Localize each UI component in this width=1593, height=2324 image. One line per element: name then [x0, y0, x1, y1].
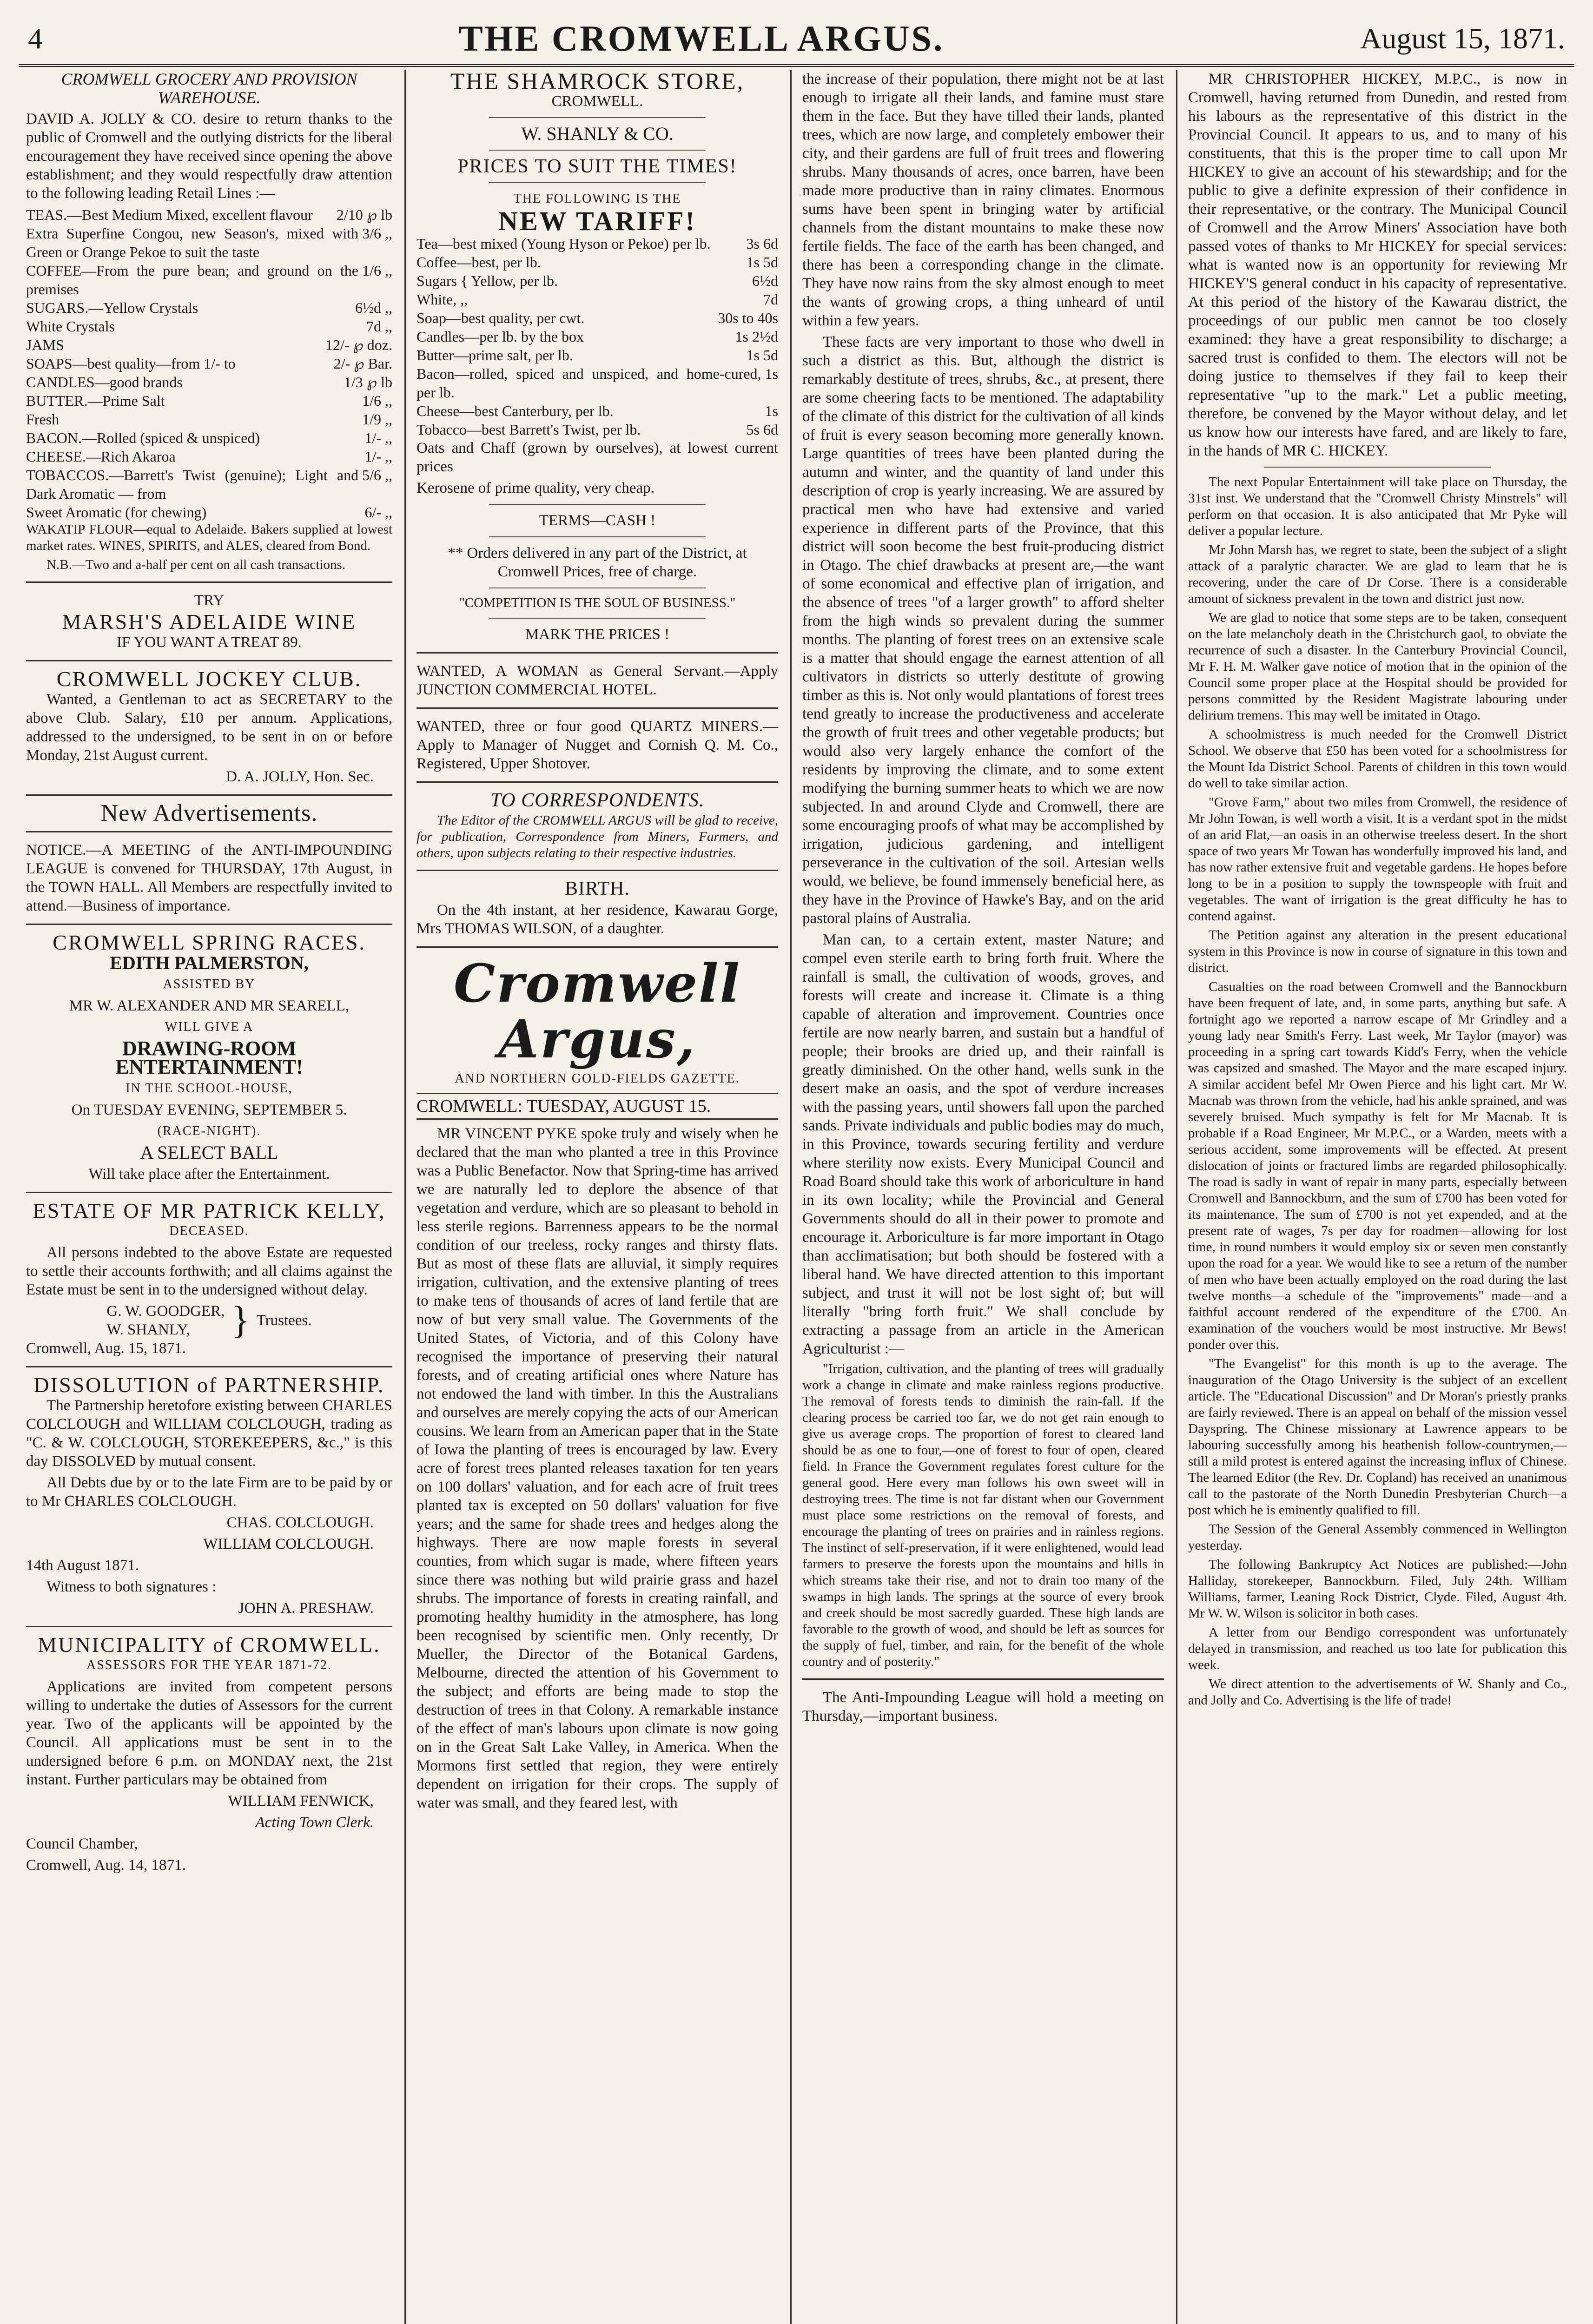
- signature: WILLIAM FENWICK,: [228, 1793, 374, 1809]
- grocery-price-list: [26, 205, 392, 522]
- shamrock-price-item-name: Soap—best quality, per cwt.: [416, 310, 585, 326]
- shamrock-price-item-name: Candles—per lb. by the box: [416, 328, 584, 345]
- page-number: 4: [28, 22, 43, 55]
- grocery-price-item: [26, 298, 392, 317]
- shamrock-competition: "COMPETITION IS THE SOUL OF BUSINESS.": [459, 595, 736, 610]
- grocery-price-item: [26, 447, 392, 466]
- grocery-price-item-price: 6/- ,,: [364, 504, 392, 521]
- divider: [26, 794, 392, 796]
- editorial-paragraph: MR VINCENT PYKE spoke truly and wisely when he declared that the man who planted a tree in this Province was a Public Benefactor. Now that Spring-time has arrived we are naturally led to deplore the absence of that vegetation and verdure, which are so pleasant to behold in less sterile regions. Barrenness appears to be the normal condition of our treeless, rocky ranges and thirsty flats. But as most of these flats are alluvial, it simply requires irrigation, cultivation, and the extensive planting of trees to make tens of thousands of acres of land fertile that are now of but very small value. The Governments of the United States, of Victoria, and of this Colony have recognised the importance of preserving their natural forests, and of creating artificial ones where Nature has not endowed the land with timber. In this the Australians and ourselves are merely copying the acts of our American cousins. We learn from an American paper that in the State of Iowa the planting of trees is encouraged by law. Every acre of forest trees planted releases taxation for ten years on 100 dollars' valuation, and for each acre of fruit trees planted tax is excepted on 50 dollars' valuation for five years; and the same for shade trees and hedges along the highways. There are now maple forests in several counties, from which sugar is made, where fifteen years since there was nothing but wild prairie grass and hazel shrubs. The importance of forests in creating rainfall, and promoting healthy humidity in the atmosphere, has long been recognised by scientific men. Only recently, Dr Mueller, the Director of the Botanical Gardens, Melbourne, directed the attention of his Government to the subject; and efforts are being made to stop the destruction of trees in that Colony. A remarkable instance of the effect of man's labours upon climate is now going on in the Great Salt Lake Valley, in America. When the Mormons first settled that region, they were entirely dependent on irrigation for their crops. The supply of water was small, and they feared lest, with: [416, 1125, 778, 1811]
- divider: [802, 1678, 1164, 1680]
- grocery-price-item-price: 1/3 ℘ lb: [344, 374, 392, 390]
- grocery-price-item-price: 7d ,,: [366, 318, 392, 335]
- grocery-price-item: [26, 466, 392, 503]
- races-night: (RACE-NIGHT).: [157, 1124, 261, 1138]
- estate-heading: ESTATE OF MR PATRICK KELLY,: [33, 1199, 386, 1222]
- shamrock-slogan: PRICES TO SUIT THE TIMES!: [457, 156, 737, 177]
- grocery-price-item: [26, 336, 392, 354]
- grocery-price-item: [26, 205, 392, 224]
- shamrock-town: CROMWELL.: [551, 93, 643, 110]
- shamrock-price-item: [416, 309, 778, 327]
- divider: [489, 182, 706, 183]
- dissolution-body2: All Debts due by or to the late Firm are to be paid by or to Mr CHARLES COLCLOUGH.: [26, 1474, 392, 1510]
- news-paragraph: "Grove Farm," about two miles from Cromwell, the residence of Mr John Towan, is well worth a visit. It is a verdant spot in the midst of an arid Flat,—an oasis in an otherwise treeless desert. In the short space of two years Mr Towan has wonderfully improved his land, and has now rather extensive fruit and vegetable gardens. He hopes before long to be in a position to supply the townspeople with fruit and vegetables. The want of irrigation is the great difficulty he has to contend against.: [1188, 795, 1567, 924]
- shamrock-price-item-name: Tobacco—best Barrett's Twist, per lb.: [416, 421, 641, 438]
- correspondents-body: The Editor of the CROMWELL ARGUS will be glad to receive, for publication, Correspondence from Miners, Farmers, and others, upon subjects relating to their respective industries.: [416, 813, 778, 860]
- grocery-price-item-name: CHEESE.—Rich Akaroa: [26, 448, 176, 465]
- municipality-sub: ASSESSORS FOR THE YEAR 1871-72.: [86, 1658, 332, 1672]
- column-1: [19, 70, 400, 2324]
- news-paragraph: A letter from our Bendigo correspondent was unfortunately delayed in transmission, and reached us too late for publication this week.: [1188, 1625, 1567, 1672]
- municipality-body: Applications are invited from competent persons willing to undertake the duties of Assessors for the current year. Two of the applicants will be appointed by the Council. All applications must be sent in to the undersigned before 6 p.m. on MONDAY next, the 21st instant. Further particulars may be obtained from: [26, 1678, 392, 1788]
- shamrock-price-item-price: 1s 2½d: [735, 328, 778, 345]
- grocery-intro: DAVID A. JOLLY & CO. desire to return thanks to the public of Cromwell and the outlying districts for the liberal encouragement they have received since opening the above establishment; and they would respectfully draw attention to the following leading Retail Lines :—: [26, 111, 392, 202]
- divider: [489, 150, 706, 151]
- dissolution-notice: [26, 1373, 392, 1618]
- grocery-price-item-price: 5/6 ,,: [362, 467, 392, 483]
- estate-body: All persons indebted to the above Estate are requested to settle their accounts forthwith; and all claims against the Estate must be sent in to the undersigned without delay.: [26, 1244, 392, 1298]
- divider: [26, 581, 392, 583]
- column-rule: [1176, 70, 1177, 2324]
- shamrock-owner: W. SHANLY & CO.: [521, 123, 674, 144]
- news-paragraph: We are glad to notice that some steps are to be taken, consequent on the late melancholy death in the Christchurch gaol, to obviate the recurrence of such a disaster. In the Canterbury Provincial Council, Mr F. H. M. Walker gave notice of motion that in the opinion of the Council some proper place at the Hospital should be provided for persons committed by the Resident Magistrate labouring under delirium tremens. This may well be imitated in Otago.: [1188, 610, 1567, 723]
- masthead: [19, 13, 1574, 67]
- grocery-price-item-name: Extra Superfine Congou, new Season's, mixed with Green or Orange Pekoe to suit the taste: [26, 225, 359, 260]
- editorial-quote: "Irrigation, cultivation, and the planting of trees will gradually work a change in climate and make rainless regions productive. The removal of forests tends to diminish the rain-fall. If the clearing process be carried too far, we do not get rain enough to give us average crops. The proportion of forest to cleared land should be as one to four,—one of forest to four of open, cleared field. In France the Government regulates forest culture for the general good. Here every man follows his own sweet will in destroying trees. The time is not far distant when our Government must place some restrictions on the removal of forests, and encourage the planting of trees on prairies and in rainless regions. The instinct of self-preservation, if it were enlightened, would lead farmers to preserve the forests upon the mountains and hills in which streams take their rise, and not to drain too many of the swamps in high lands. The springs at the source of every brook and creek should be most sacredly guarded. These high lands are favorable to the growth of wood, and should be left as sources for the supply of fuel, timber, and rain, for the benefit of the whole country and of posterity.": [802, 1361, 1164, 1669]
- races-venue: IN THE SCHOOL-HOUSE,: [126, 1081, 293, 1096]
- grocery-price-item-name: COFFEE—From the pure bean; and ground on the premises: [26, 262, 359, 297]
- shamrock-orders: ** Orders delivered in any part of the District, at Cromwell Prices, free of charge.: [448, 545, 747, 580]
- grocery-price-item-price: 3/6 ,,: [362, 225, 392, 242]
- grocery-price-item: [26, 317, 392, 336]
- divider: [26, 924, 392, 925]
- grocery-price-item-name: BACON.—Rolled (spiced & unspiced): [26, 429, 260, 446]
- grocery-price-item: [26, 373, 392, 391]
- news-paragraph: A schoolmistress is much needed for the Cromwell District School. We observe that £50 has been voted for a schoolmistress for the Mount Ida District School. Parents of children in this town would do well to take similar action.: [1188, 727, 1567, 791]
- grocery-note: N.B.—Two and a-half per cent on all cash transactions.: [46, 557, 346, 572]
- divider: [416, 946, 778, 948]
- grocery-price-item-name: Sweet Aromatic (for chewing): [26, 504, 207, 521]
- shamrock-price-item-name: Cheese—best Canterbury, per lb.: [416, 403, 614, 419]
- races-ball-note: Will take place after the Entertainment.: [88, 1166, 330, 1182]
- issue-date: August 15, 1871.: [1360, 22, 1565, 55]
- news-paragraph: Casualties on the road between Cromwell and the Bannockburn have been frequent of late, and, in some parts, anything but safe. A fortnight ago we reported a narrow escape of Mr Grindley and a young lady near Smith's Ferry. Last week, Mr Taylor (mayor) was proceeding in a spring cart towards Kidd's Ferry, when the vehicle was capsized and smashed. The Mayor and the mare escaped injury. A similar accident befel Mr Owen Pierce and his light cart. Mr W. Macnab was thrown from the vehicle, had his ankle sprained, and was severely bruised. Much sympathy is felt for Mr Macnab. It is probable if a Road Engineer, Mr M.P.C., or a Warden, meets with a serious accident, some improvements will be effected. At present dislocation of joints or fractured limbs are regarded philosophically. The road is sadly in want of repair in many parts, especially between Cromwell and Bannockburn, and the sum of £700 has been voted for its maintenance. The sum of £700 is not yet expended, and at the present rate of wages, 7s per day for roadmen—allowing for lost time, in round numbers it would employ six or seven men constantly upon the road for a year. We would like to see a return of the number of men who have been actually employed on the road during the last twelve months—a schedule of the "improvements" made—and a faithful account rendered of the expenditure of the £700. An examination of the vouchers would be most instructive. Mr Bews! ponder over this.: [1188, 979, 1567, 1352]
- shamrock-price-item: [416, 364, 778, 402]
- grocery-price-item-name: JAMS: [26, 337, 64, 353]
- grocery-price-item-price: 12/- ℘ doz.: [325, 337, 392, 353]
- spring-races-advert: [26, 933, 392, 1183]
- shamrock-price-item-name: Sugars { Yellow, per lb.: [416, 272, 558, 289]
- adelaide-try: TRY: [194, 592, 225, 609]
- trustees-label: Trustees.: [256, 1312, 312, 1329]
- municipality-heading: MUNICIPALITY of CROMWELL.: [38, 1633, 381, 1657]
- league-meeting-note: The Anti-Impounding League will hold a meeting on Thursday,—important business.: [802, 1689, 1164, 1724]
- grocery-price-item: [26, 261, 392, 298]
- column-3: [795, 70, 1171, 2324]
- divider: [416, 870, 778, 871]
- shamrock-price-item-price: 3s 6d: [746, 235, 778, 252]
- shamrock-price-item-name: White, ,,: [416, 291, 468, 308]
- shamrock-price-item-name: Bacon—rolled, spiced and unspiced, and home-cured, per lb.: [416, 365, 761, 401]
- shamrock-heading: THE SHAMROCK STORE,: [450, 70, 745, 94]
- races-heading: CROMWELL SPRING RACES.: [53, 931, 366, 954]
- columns: [19, 70, 1574, 2324]
- estate-place: Cromwell, Aug. 15, 1871.: [26, 1340, 186, 1357]
- grocery-price-item-price: 1/6 ,,: [362, 262, 392, 279]
- shamrock-mark: MARK THE PRICES !: [525, 626, 670, 643]
- divider: [489, 536, 706, 537]
- races-event: DRAWING-ROOM ENTERTAINMENT!: [115, 1037, 303, 1078]
- grocery-price-item-name: TOBACCOS.—Barrett's Twist (genuine); Light and Dark Aromatic — from: [26, 467, 359, 502]
- shamrock-price-item: [416, 346, 778, 364]
- divider: [1264, 467, 1491, 468]
- jockey-club-advert: [26, 667, 392, 786]
- races-ball: A SELECT BALL: [140, 1142, 278, 1163]
- shamrock-oats: Oats and Chaff (grown by ourselves), at lowest current prices: [416, 440, 778, 475]
- shamrock-following: THE FOLLOWING IS THE: [513, 191, 681, 206]
- grocery-price-item: [26, 503, 392, 522]
- editorial-paragraph: These facts are very important to those who dwell in such a district as this. But, although the district is remarkably destitute of trees, shrubs, &c., at present, there are some cheering facts to be mentioned. The adaptability of the climate of this district for the cultivation of all kinds of fruit is every season becoming more generally known. Large quantities of trees have been planted during the autumn and winter, and the quantity of land under this description of crop is yearly increasing. We are assured by practical men who have had extensive and varied experience in different parts of the Province, that this district will soon become the best fruit-producing district in Otago. The chief drawbacks at present are,—the want of some economical and effective plan of irrigation, and the absence of trees "of a larger growth" to afford shelter from the high winds so prevalent during the summer months. The planting of forest trees on an extensive scale is a matter that should engage the earnest attention of all cultivators in districts so utterly destitute of growing timber as this is. Not only would plantations of forest trees tend greatly to increase the productiveness and accelerate the growth of fruit trees and other vegetable products; but would also very largely enhance the comfort of the residents by improving the climate, and to some extent modifying the burning summer heats to which we are now subjected. In and around Clyde and Cromwell, there are some encouraging proofs of what may be accomplished by irrigation, judicious gardening, and intelligent perseverance in the cultivation of the soil. Artesian wells would, we believe, be found immensely beneficial here, as they have in the Province of Hawke's Bay, and on the arid pastoral plains of Australia.: [802, 334, 1164, 927]
- newspaper-banner-sub: AND NORTHERN GOLD-FIELDS GAZETTE.: [455, 1071, 740, 1086]
- divider: [26, 1366, 392, 1367]
- grocery-price-item: [26, 410, 392, 429]
- new-advertisements-heading: New Advertisements.: [100, 800, 318, 826]
- grocery-tail: WAKATIP FLOUR—equal to Adelaide. Bakers supplied at lowest market rates. WINES, SPIRITS, and ALES, cleared from Bond.: [26, 522, 392, 553]
- divider: [416, 707, 778, 709]
- wanted-woman-advert: WANTED, A WOMAN as General Servant.—Apply JUNCTION COMMERCIAL HOTEL.: [416, 663, 778, 698]
- newspaper-title: THE CROMWELL ARGUS.: [458, 18, 945, 59]
- editorial-paragraph: the increase of their population, there might not be at last enough to irrigate all their lands, and famine must stare them in the face. But they have tilled their lands, planted trees, which are now large, and completely embower their city, and their gardens are full of fruit trees and flowering shrubs. Many thousands of acres, once barren, have been made more productive than in rainy climates. Enormous sums have been spent in bringing water by artificial channels from the distant mountains to make these now fertile fields. The face of the earth has been changed, and there has been a corresponding change in the climate. They have now rains from the sky almost enough to meet the wants of growing crops, a thing unheard of until within a few years.: [802, 71, 1164, 329]
- divider: [26, 831, 392, 832]
- grocery-price-item-price: 1/- ,,: [364, 448, 392, 465]
- news-paragraph: MR CHRISTOPHER HICKEY, M.P.C., is now in Cromwell, having returned from Dunedin, and rested from his labours as the representative of this district in the Provincial Council. It appears to us, and to many of his constituents, that this is the proper time to call upon Mr HICKEY to give an account of his stewardship; and for the public to give a definite expression of their confidence in their representative, or the contrary. The Municipal Council of Cromwell and the Arrow Miners' Association have both passed votes of thanks to Mr HICKEY for special services: what is wanted now is an opportunity for reviewing Mr HICKEY'S general conduct in his capacity of representative. At this period of the history of the Kawarau district, the proceedings of our public men cannot be too closely examined: they have a great responsibility to discharge; a sacred trust is confided to them. The electors will not be doing justice to themselves if they fail to keep their representative "up to the mark." Let a public meeting, therefore, be convened by the Mayor without delay, and let us know how our interests have fared, and are likely to fare, in the hands of MR C. HICKEY.: [1188, 71, 1567, 459]
- races-assisted: ASSISTED BY: [163, 977, 256, 991]
- divider: [489, 117, 706, 118]
- column-2: [409, 70, 786, 2324]
- grocery-price-item-name: Fresh: [26, 411, 59, 428]
- trustee-name: W. SHANLY,: [106, 1321, 190, 1338]
- correspondents-heading: TO CORRESPONDENTS.: [490, 790, 705, 811]
- divider: [26, 1192, 392, 1193]
- jockey-signature: D. A. JOLLY, Hon. Sec.: [226, 768, 374, 785]
- shamrock-price-item-name: Coffee—best, per lb.: [416, 254, 541, 271]
- divider: [489, 618, 706, 619]
- jockey-heading: CROMWELL JOCKEY CLUB.: [56, 667, 362, 691]
- shamrock-price-item-price: 1s 5d: [746, 347, 778, 363]
- grocery-price-item: [26, 224, 392, 261]
- shamrock-price-item-price: 30s to 40s: [718, 310, 778, 326]
- witness-label: Witness to both signatures :: [46, 1578, 217, 1595]
- shamrock-price-item-price: 5s 6d: [746, 421, 778, 438]
- adelaide-line1: MARSH'S ADELAIDE WINE: [62, 610, 357, 634]
- grocery-price-item-price: 6½d ,,: [355, 299, 392, 316]
- grocery-price-item-price: 1/9 ,,: [362, 411, 392, 428]
- races-date: On TUESDAY EVENING, SEPTEMBER 5.: [71, 1102, 347, 1118]
- birth-heading: BIRTH.: [565, 878, 630, 899]
- grocery-price-item-price: 1/- ,,: [364, 429, 392, 446]
- news-paragraph: We direct attention to the advertisements of W. Shanly and Co., and Jolly and Co. Advertising is the life of trade!: [1188, 1677, 1567, 1708]
- birth-body: On the 4th instant, at her residence, Kawarau Gorge, Mrs THOMAS WILSON, of a daughter.: [416, 902, 778, 937]
- shamrock-price-item: [416, 290, 778, 309]
- column-rule: [790, 70, 792, 2324]
- municipality-date: Cromwell, Aug. 14, 1871.: [26, 1857, 186, 1874]
- grocery-price-item-name: SOAPS—best quality—from 1/- to: [26, 355, 236, 372]
- witness-name: JOHN A. PRESHAW.: [238, 1600, 374, 1617]
- adelaide-wine-advert: [26, 591, 392, 652]
- newspaper-banner: Cromwell Argus,: [453, 953, 741, 1070]
- signature-title: Acting Town Clerk.: [255, 1814, 374, 1831]
- estate-deceased: DECEASED.: [169, 1224, 249, 1238]
- divider: [489, 504, 706, 505]
- municipality-notice: [26, 1633, 392, 1875]
- shamrock-price-item-price: 1s 5d: [746, 254, 778, 271]
- grocery-price-item-name: BUTTER.—Prime Salt: [26, 392, 165, 409]
- league-notice: NOTICE.—A MEETING of the ANTI-IMPOUNDING LEAGUE is convened for THURSDAY, 17th August, in the TOWN HALL. All Members are respectfully invited to attend.—Business of importance.: [26, 842, 392, 914]
- divider: [26, 1626, 392, 1627]
- shamrock-terms: TERMS—CASH !: [539, 512, 656, 529]
- dissolution-body: The Partnership heretofore existing between CHARLES COLCLOUGH and WILLIAM COLCLOUGH, trading as "C. & W. COLCLOUGH, STOREKEEPERS, &c.," is this day DISSOLVED by mutual consent.: [26, 1397, 392, 1470]
- races-will-give: WILL GIVE A: [165, 1020, 254, 1034]
- shamrock-price-item-price: 6½d: [752, 272, 778, 289]
- editorial-paragraph: Man can, to a certain extent, master Nature; and compel even sterile earth to bring forth fruit. Where the rainfall is small, the cultivation of woods, groves, and forests will create and increase it. Climate is a thing capable of alteration and improvement. Countries once fertile are now nearly barren, and sustain but a handful of people; their brooks are dried up, and their rainfall is greatly diminished. On the other hand, wells sunk in the desert make an oasis, and the spot of verdure increases with the passing years, until showers fall upon the parched sands. Private individuals and public bodies may do much, in this Province, towards securing fertility and verdure where sterility now exists. Every Municipal Council and Road Board should take this work of arboriculture in hand in its own locality; while the Provincial and General Governments should do all in their power to promote and encourage it. Arboriculture is far more important in Otago than acclimatisation; but both should be fostered with a liberal hand. We have directed attention to this important subject, and trust it will not be lost sight of; but will literally "bring forth fruit." We shall conclude by extracting a passage from an article in the American Agriculturist :—: [802, 931, 1164, 1357]
- news-paragraph: The following Bankruptcy Act Notices are published:—John Halliday, storekeeper, Bannockburn. Filed, July 24th. William Williams, farmer, Leaning Rock District, Clyde. Filed, August 4th. Mr W. W. Wilson is solicitor in both cases.: [1188, 1557, 1567, 1621]
- shamrock-price-item: [416, 327, 778, 346]
- column-4: [1181, 70, 1574, 2324]
- grocery-price-item-price: 2/- ℘ Bar.: [333, 355, 392, 372]
- shamrock-price-item-price: 7d: [763, 291, 778, 308]
- shamrock-price-item-price: 1s: [765, 403, 778, 419]
- grocery-price-item: [26, 354, 392, 373]
- grocery-price-item: [26, 391, 392, 410]
- estate-notice: [26, 1199, 392, 1358]
- shamrock-advert: [416, 72, 778, 644]
- grocery-advert: [26, 70, 392, 573]
- grocery-price-item: [26, 429, 392, 447]
- trustee-name: G. W. GOODGER,: [106, 1303, 225, 1320]
- shamrock-price-item: [416, 253, 778, 271]
- signature: CHAS. COLCLOUGH.: [226, 1514, 374, 1531]
- races-performer: EDITH PALMERSTON,: [110, 952, 309, 973]
- shamrock-price-item-name: Butter—prime salt, per lb.: [416, 347, 573, 363]
- news-paragraph: The Petition against any alteration in the present educational system in this Province is now in course of signature in this town and district.: [1188, 928, 1567, 975]
- grocery-heading: CROMWELL GROCERY AND PROVISION WAREHOUSE.: [61, 70, 357, 107]
- wanted-miners-advert: WANTED, three or four good QUARTZ MINERS.—Apply to Manager of Nugget and Cornish Q. M. Co., Registered, Upper Shotover.: [416, 718, 778, 772]
- divider: [26, 660, 392, 661]
- grocery-price-item-name: White Crystals: [26, 318, 115, 335]
- grocery-price-item-price: 2/10 ℘ lb: [336, 206, 392, 223]
- grocery-price-item-name: SUGARS.—Yellow Crystals: [26, 299, 198, 316]
- shamrock-price-item: [416, 420, 778, 439]
- estate-trustees: G. W. GOODGER, W. SHANLY, } Trustees.: [106, 1299, 312, 1342]
- news-paragraph: "The Evangelist" for this month is up to the average. The inauguration of the Otago University is the subject of an excellent article. The "Educational Discussion" and Dr Moran's priestly pranks are fairly reviewed. There is an appeal on behalf of the mission vessel Dayspring. The Chinese missionary at Lawrence appears to be labouring successfully among his heathenish follow-countrymen,—still a mild protest is entered against the increasing influx of Chinese. The learned Editor (the Rev. Dr. Copland) has received an unanimous call to the pastorate of the North Dunedin Presbyterian Church—a post which he is eminently qualified to fill.: [1188, 1356, 1567, 1518]
- shamrock-price-item: [416, 271, 778, 290]
- divider: [416, 781, 778, 783]
- dissolution-date: 14th August 1871.: [26, 1557, 139, 1574]
- news-paragraph: The next Popular Entertainment will take place on Thursday, the 31st inst. We understand that the "Cromwell Christy Minstrels" will perform on that occasion. It is also anticipated that Mr Pyke will deliver a popular lecture.: [1188, 475, 1567, 538]
- shamrock-tariff: NEW TARIFF!: [498, 206, 696, 236]
- dissolution-heading: DISSOLUTION of PARTNERSHIP.: [33, 1373, 385, 1397]
- news-paragraph: Mr John Marsh has, we regret to state, been the subject of a slight attack of a paralytic character. We are glad to learn that he is recovering, under the care of Dr Corse. There is a considerable amount of sickness prevalent in the town and district just now.: [1188, 542, 1567, 606]
- shamrock-price-list: [416, 234, 778, 439]
- grocery-price-item-price: 1/6 ,,: [362, 392, 392, 409]
- races-performers: MR W. ALEXANDER AND MR SEARELL,: [69, 997, 350, 1014]
- editorial-dateline: CROMWELL: TUESDAY, AUGUST 15.: [416, 1093, 778, 1120]
- jockey-body: Wanted, a Gentleman to act as SECRETARY to the above Club. Salary, £10 per annum. Applications, addressed to the undersigned, to be sent in on or before Monday, 21st August current.: [26, 691, 392, 764]
- shamrock-kerosene: Kerosene of prime quality, very cheap.: [416, 480, 654, 496]
- shamrock-price-item: [416, 234, 778, 253]
- column-rule: [404, 70, 406, 2324]
- shamrock-price-item: [416, 402, 778, 420]
- grocery-price-item-name: CANDLES—good brands: [26, 374, 183, 390]
- shamrock-price-item-name: Tea—best mixed (Young Hyson or Pekoe) per lb.: [416, 235, 711, 252]
- divider: [416, 652, 778, 654]
- adelaide-line2: IF YOU WANT A TREAT 89.: [117, 634, 302, 651]
- grocery-price-item-name: TEAS.—Best Medium Mixed, excellent flavour: [26, 206, 313, 223]
- shamrock-price-item-price: 1s: [765, 365, 778, 382]
- municipality-place: Council Chamber,: [26, 1835, 138, 1852]
- signature: WILLIAM COLCLOUGH.: [203, 1536, 374, 1552]
- news-paragraph: The Session of the General Assembly commenced in Wellington yesterday.: [1188, 1522, 1567, 1553]
